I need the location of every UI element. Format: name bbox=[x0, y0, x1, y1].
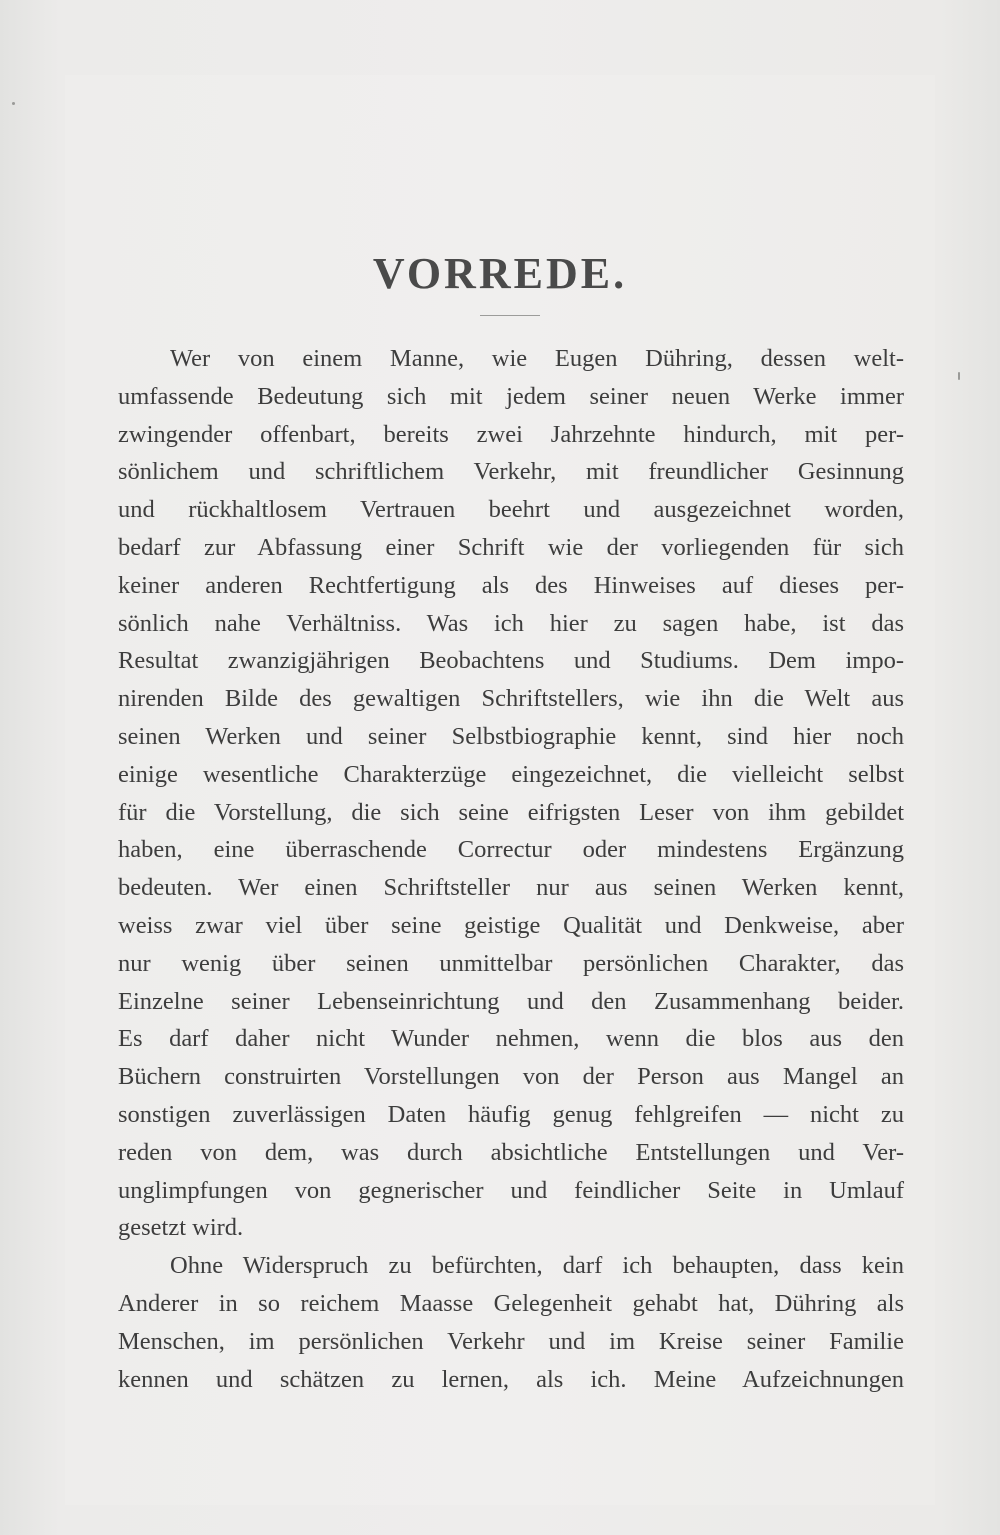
text-line: Menschen, im persönlichen Verkehr und im Kreise seiner Familie bbox=[118, 1327, 904, 1355]
text-line: haben, eine überraschende Correctur oder mindestens Ergänzung bbox=[118, 836, 904, 864]
text-line: gesetzt wird. bbox=[118, 1214, 244, 1242]
text-line: einige wesentliche Charakterzüge eingezeichnet, die vielleicht selbst bbox=[118, 760, 904, 788]
paragraph bbox=[118, 340, 904, 1247]
text-line: Einzelne seiner Lebenseinrichtung und den Zusammenhang beider. bbox=[118, 987, 904, 1015]
text-line: reden von dem, was durch absichtliche Entstellungen und Ver- bbox=[118, 1138, 904, 1166]
page-title: VORREDE. bbox=[372, 249, 628, 298]
text-line: zwingender offenbart, bereits zwei Jahrzehnte hindurch, mit per- bbox=[118, 420, 904, 448]
text-line: bedarf zur Abfassung einer Schrift wie der vorliegenden für sich bbox=[118, 533, 904, 561]
text-line: sönlichem und schriftlichem Verkehr, mit freundlicher Gesinnung bbox=[118, 458, 904, 486]
text-line: und rückhaltlosem Vertrauen beehrt und ausgezeichnet worden, bbox=[118, 496, 904, 524]
text-line: seinen Werken und seiner Selbstbiographie kennt, sind hier noch bbox=[118, 722, 904, 750]
text-line: nirenden Bilde des gewaltigen Schriftstellers, wie ihn die Welt aus bbox=[118, 685, 904, 713]
text-line: nur wenig über seinen unmittelbar persönlichen Charakter, das bbox=[118, 949, 904, 977]
text-line: sonstigen zuverlässigen Daten häufig genug fehlgreifen — nicht zu bbox=[118, 1100, 904, 1128]
paragraph bbox=[118, 1247, 904, 1398]
text-line: sönlich nahe Verhältniss. Was ich hier zu sagen habe, ist das bbox=[118, 609, 904, 637]
text-line: kennen und schätzen zu lernen, als ich. Meine Aufzeichnungen bbox=[118, 1365, 904, 1393]
text-line: für die Vorstellung, die sich seine eifrigsten Leser von ihm gebildet bbox=[118, 798, 904, 826]
text-line: Ohne Widerspruch zu befürchten, darf ich behaupten, dass kein bbox=[170, 1252, 904, 1280]
text-line: umfassende Bedeutung sich mit jedem seiner neuen Werke immer bbox=[118, 382, 904, 410]
title-rule bbox=[480, 315, 540, 316]
text-line: Wer von einem Manne, wie Eugen Dühring, dessen welt- bbox=[170, 345, 904, 372]
speck-mark bbox=[958, 372, 960, 380]
text-line: Büchern construirten Vorstellungen von der Person aus Mangel an bbox=[118, 1063, 904, 1091]
speck-mark bbox=[12, 102, 15, 105]
text-line: weiss zwar viel über seine geistige Qualität und Denkweise, aber bbox=[118, 911, 904, 939]
text-line: keiner anderen Rechtfertigung als des Hinweises auf dieses per- bbox=[118, 571, 904, 599]
text-line: bedeuten. Wer einen Schriftsteller nur aus seinen Werken kennt, bbox=[118, 874, 904, 902]
body-text bbox=[118, 340, 904, 1398]
text-line: Resultat zwanzigjährigen Beobachtens und Studiums. Dem impo- bbox=[118, 647, 904, 675]
text-line: Anderer in so reichem Maasse Gelegenheit gehabt hat, Dühring als bbox=[118, 1289, 904, 1317]
text-line: Es darf daher nicht Wunder nehmen, wenn die blos aus den bbox=[118, 1025, 904, 1053]
text-line: unglimpfungen von gegnerischer und feindlicher Seite in Umlauf bbox=[118, 1176, 904, 1204]
